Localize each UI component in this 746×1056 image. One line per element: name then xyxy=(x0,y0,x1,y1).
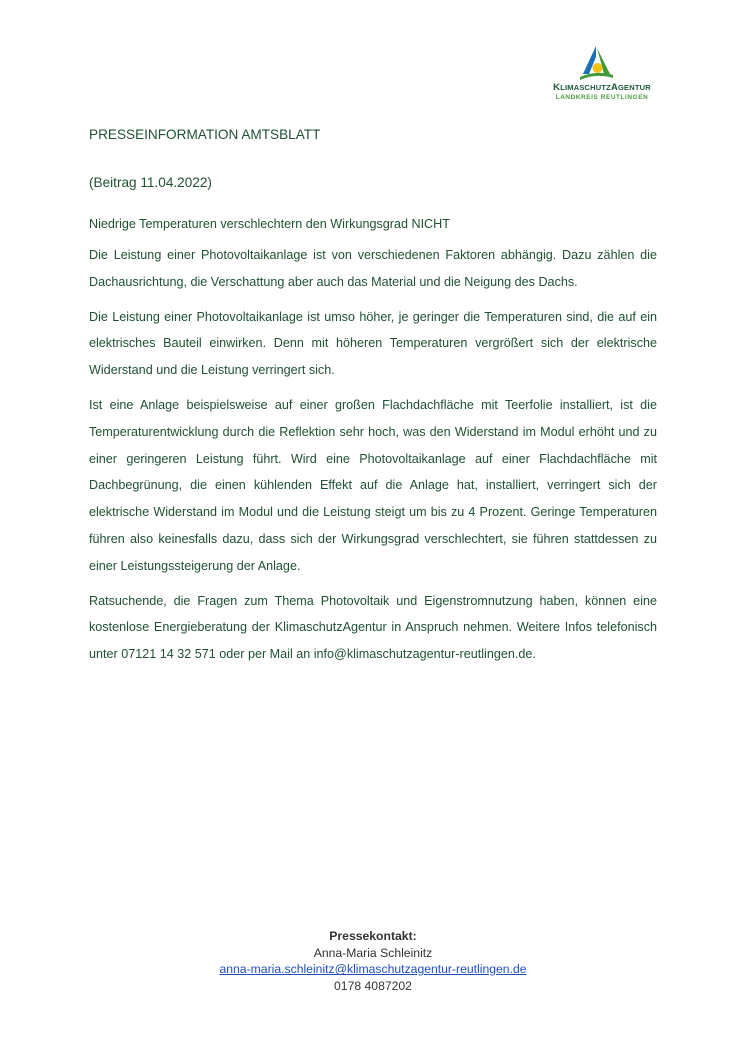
contact-phone: 0178 4087202 xyxy=(334,978,412,993)
press-contact xyxy=(0,928,746,994)
paragraph: Ratsuchende, die Fragen zum Thema Photovoltaik und Eigenstromnutzung haben, können eine kostenlose Energieberatung der KlimaschutzAgentur in Anspruch nehmen. Weitere Infos telefonisch unter 07121 14 32 571 oder per Mail an info@klimaschutzagentur-reutlingen.de. xyxy=(89,593,657,662)
article-title: Niedrige Temperaturen verschlechtern den Wirkungsgrad NICHT xyxy=(89,217,450,231)
contact-email-link[interactable]: anna-maria.schleinitz@klimaschutzagentur-reutlingen.de xyxy=(219,962,527,977)
logo-mark-icon xyxy=(576,44,616,80)
logo-subtitle: LANDKREIS REUTLINGEN xyxy=(555,94,649,101)
paragraph: Ist eine Anlage beispielsweise auf einer großen Flachdachfläche mit Teerfolie installiert, ist die Temperaturentwicklung durch die Reflektion sehr hoch, was den Widerstand im Modul erhöht und zu einer geringeren Leistung führt. Wird eine Photovoltaikanlage auf einer Flachdachfläche mit Dachbegrünung, die einen kühlenden Effekt auf die Anlage hat, installiert, verringert sich der elektrische Widerstand im Modul und die Leistung steigt um bis zu 4 Prozent. Geringe Temperaturen führen also keinesfalls dazu, dass sich der Wirkungsgrad verschlechtert, sie führen stattdessen zu einer Leistungssteigerung der Anlage. xyxy=(89,397,657,573)
contact-name: Anna-Maria Schleinitz xyxy=(313,945,433,960)
press-contact-label: Pressekontakt: xyxy=(329,929,417,943)
klimaschutzagentur-logo xyxy=(536,44,666,102)
press-release-body xyxy=(89,126,657,668)
paragraph: Die Leistung einer Photovoltaikanlage ist umso höher, je geringer die Temperaturen sind, die auf ein elektrisches Bauteil einwirken. Denn mit höheren Temperaturen vergrößert sich der elektrische Widerstand und die Leistung verringert sich. xyxy=(89,309,657,378)
document-heading: PRESSEINFORMATION AMTSBLATT xyxy=(89,127,321,142)
logo-name: KLIMASCHUTZAGENTUR xyxy=(553,82,651,93)
paragraph: Die Leistung einer Photovoltaikanlage ist von verschiedenen Faktoren abhängig. Dazu zählen die Dachausrichtung, die Verschattung aber auch das Material und die Neigung des Dachs. xyxy=(89,248,657,289)
document-date: (Beitrag 11.04.2022) xyxy=(89,175,212,190)
